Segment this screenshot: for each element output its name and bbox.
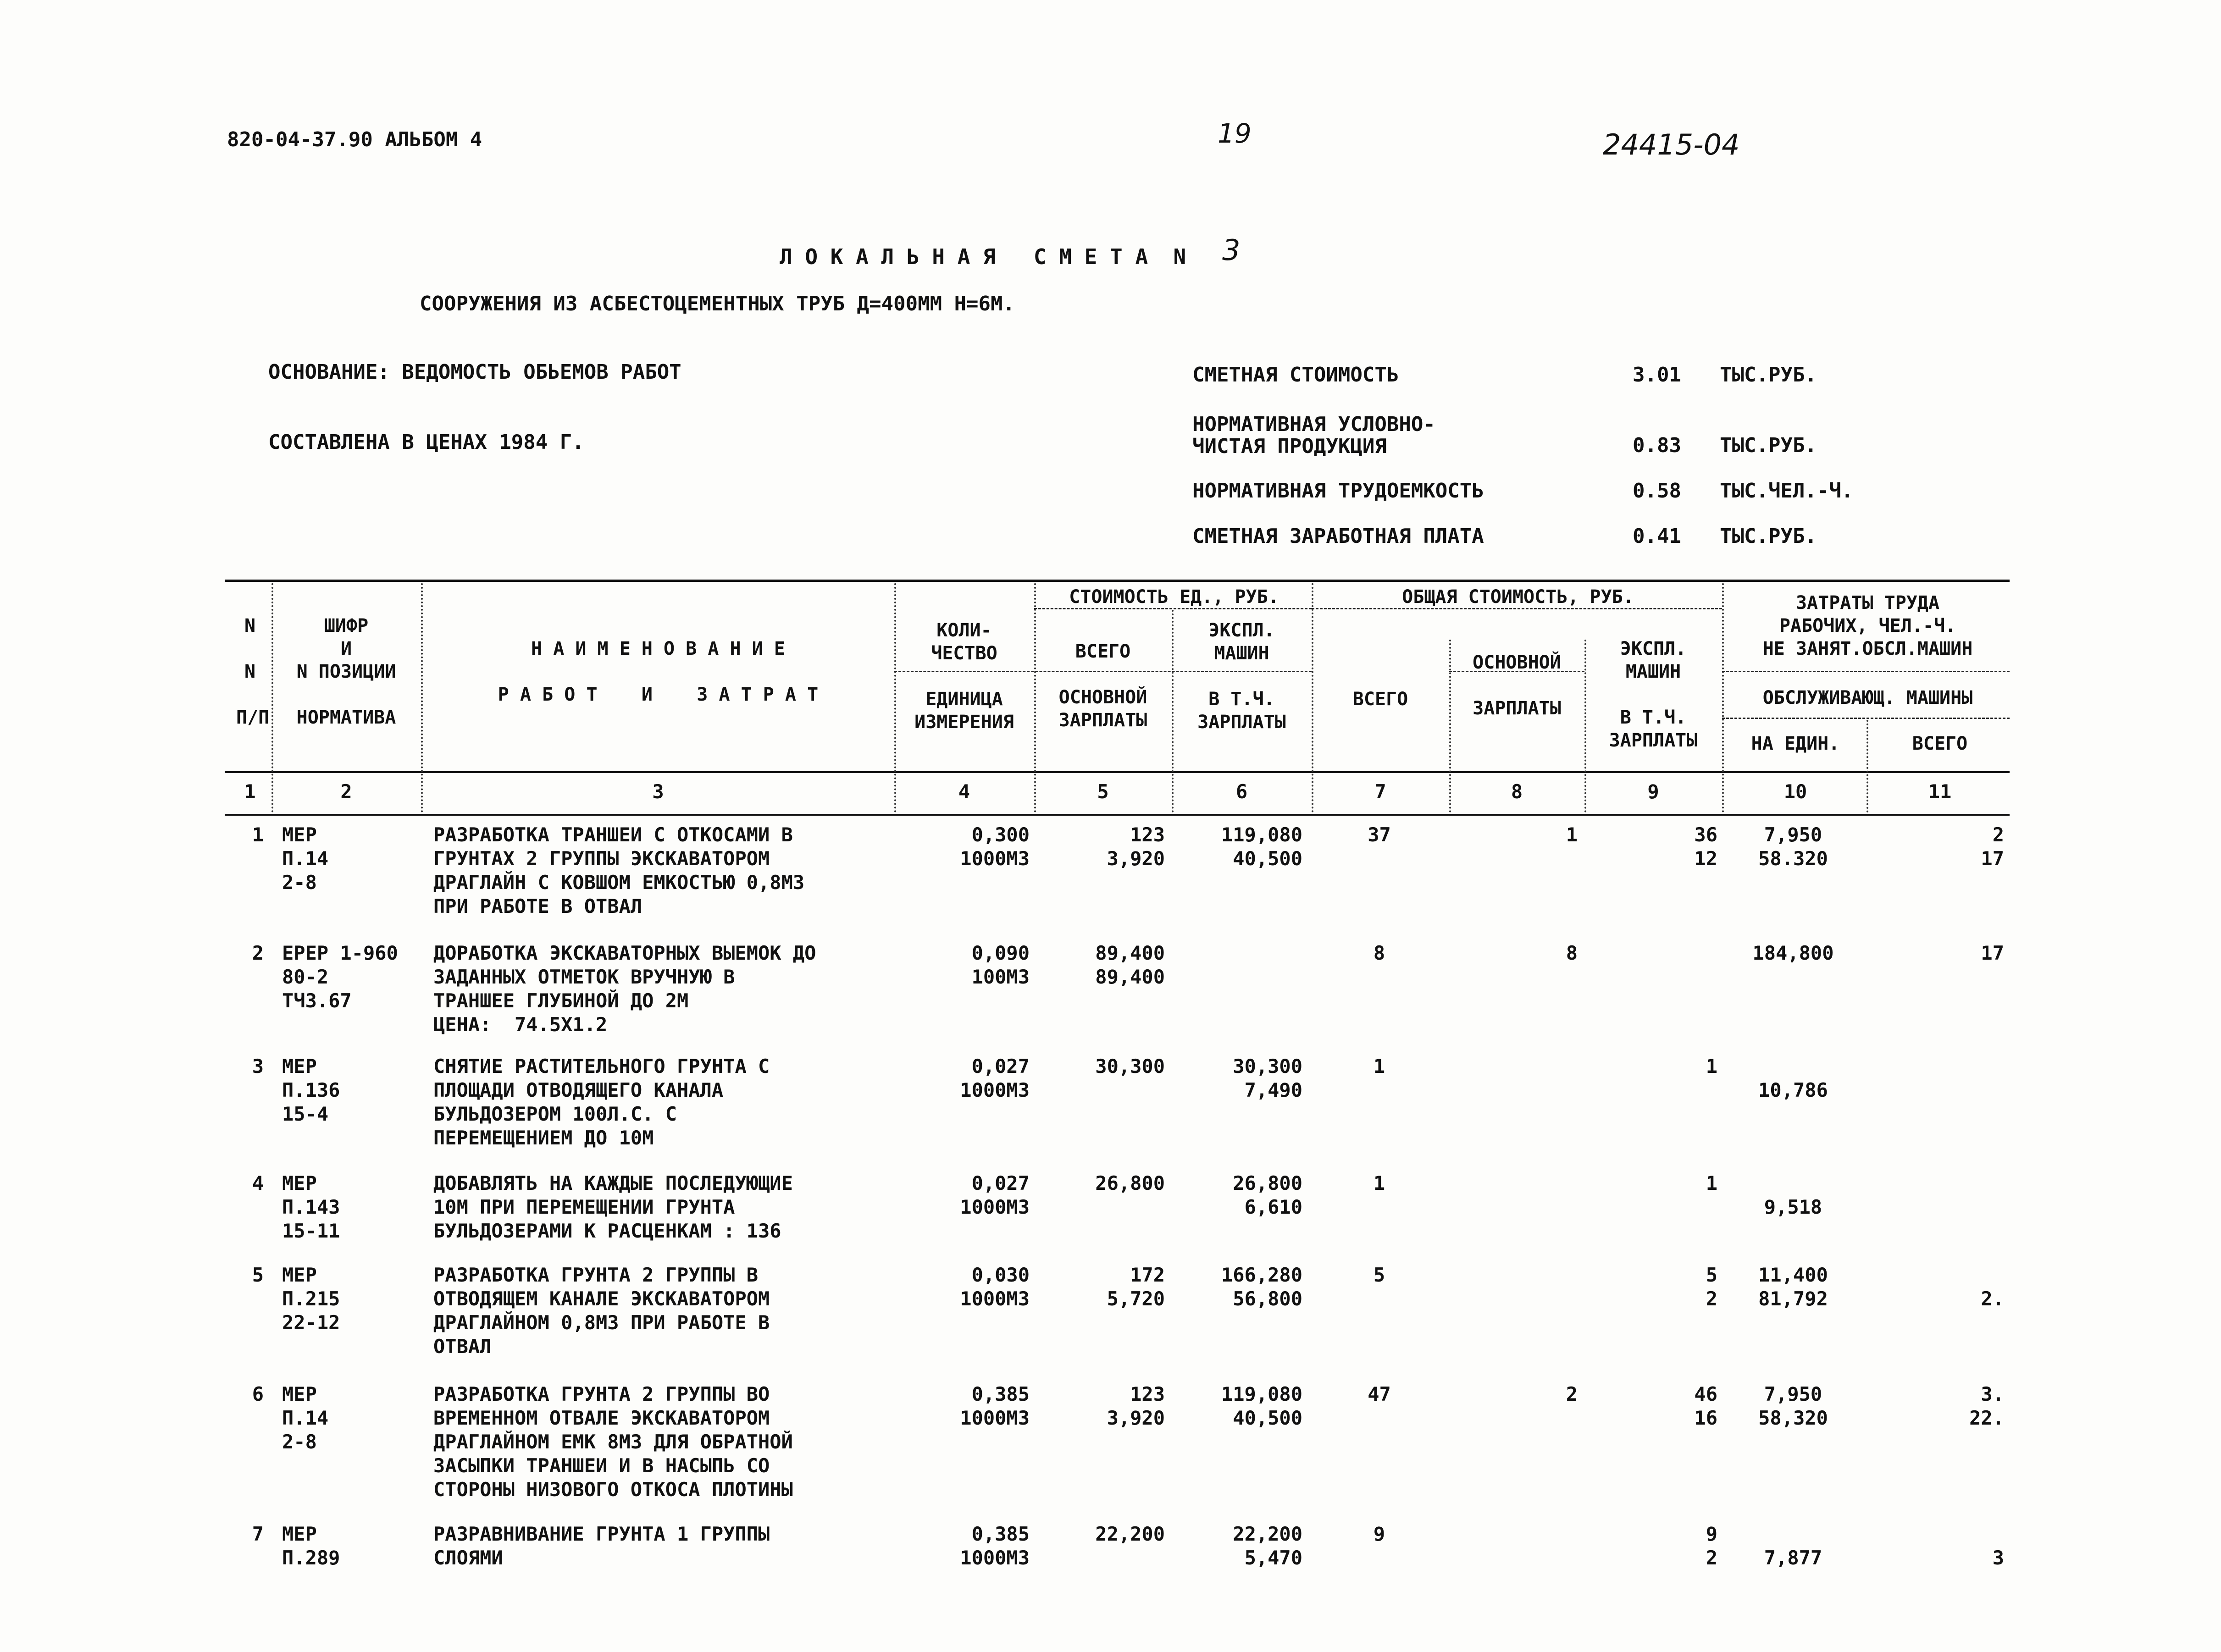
row-work-name: СНЯТИЕ РАСТИТЕЛЬНОГО ГРУНТА С ПЛОЩАДИ ОТВОДЯЩЕГО КАНАЛА БУЛЬДОЗЕРОМ 100Л.С. С ПЕРЕМЕЩЕНИЕМ ДО 10М bbox=[433, 1055, 770, 1149]
column-separator bbox=[1722, 583, 1724, 812]
column-number: 6 bbox=[1235, 780, 1248, 803]
basis-text: ОСНОВАНИЕ: ВЕДОМОСТЬ ОБЬЕМОВ РАБОТ bbox=[268, 360, 681, 384]
row-labor-total: 17 bbox=[1981, 942, 2004, 964]
column-separator bbox=[1312, 583, 1313, 812]
column-number: 11 bbox=[1928, 780, 1952, 803]
column-separator bbox=[271, 583, 273, 812]
row-number: 2 bbox=[252, 942, 264, 964]
column-number: 8 bbox=[1511, 780, 1523, 803]
row-work-name: РАЗРАБОТКА ГРУНТА 2 ГРУППЫ В ОТВОДЯЩЕМ КАНАЛЕ ЭКСКАВАТОРОМ ДРАГЛАЙНОМ 0,8М3 ПРИ РАБОТЕ В ОТВАЛ bbox=[433, 1264, 770, 1358]
row-number: 4 bbox=[252, 1172, 264, 1194]
row-work-name: ДОРАБОТКА ЭКСКАВАТОРНЫХ ВЫЕМОК ДО ЗАДАННЫХ ОТМЕТОК ВРУЧНУЮ В ТРАНШЕЕ ГЛУБИНОЙ ДО 2М ЦЕНА: 74.5Х1.2 bbox=[433, 942, 816, 1036]
column-number: 4 bbox=[958, 780, 970, 803]
summary-value: 0.83 bbox=[1633, 434, 1681, 457]
header-unit-machines: ЭКСПЛ. МАШИН В Т.Ч. ЗАРПЛАТЫ bbox=[1197, 620, 1286, 733]
header-total: ВСЕГО bbox=[1352, 689, 1408, 710]
row-unit-machines: 22,200 5,470 bbox=[1233, 1523, 1302, 1569]
row-machines: 5 2 bbox=[1706, 1264, 1717, 1310]
row-norm-code: МЕР П.215 22-12 bbox=[282, 1264, 340, 1334]
row-total: 5 bbox=[1373, 1264, 1385, 1286]
summary-label: СМЕТНАЯ ЗАРАБОТНАЯ ПЛАТА bbox=[1192, 525, 1484, 548]
column-separator bbox=[1867, 720, 1868, 812]
document-number: 24415-04 bbox=[1603, 128, 1740, 161]
header-bottom-rule bbox=[225, 771, 2010, 773]
column-number-rule bbox=[225, 814, 2010, 816]
header-rule bbox=[1722, 671, 2010, 672]
row-number: 6 bbox=[252, 1383, 264, 1405]
header-unit-total: ВСЕГО ОСНОВНОЙ ЗАРПЛАТЫ bbox=[1058, 641, 1147, 731]
row-machines: 1 bbox=[1706, 1055, 1717, 1077]
row-labor-unit: 11,400 81,792 bbox=[1758, 1264, 1828, 1310]
row-number: 3 bbox=[252, 1055, 264, 1077]
column-separator bbox=[894, 583, 896, 812]
column-number: 7 bbox=[1374, 780, 1386, 803]
header-total-cost-group: ОБЩАЯ СТОИМОСТЬ, РУБ. bbox=[1402, 586, 1634, 608]
row-base-salary: 1 bbox=[1566, 823, 1578, 846]
table-top-rule bbox=[225, 580, 2010, 582]
column-number: 10 bbox=[1783, 780, 1807, 803]
row-quantity: 0,385 1000М3 bbox=[960, 1383, 1030, 1429]
header-quantity: КОЛИ- ЧЕСТВО ЕДИНИЦА ИЗМЕРЕНИЯ bbox=[914, 620, 1014, 733]
row-unit-total: 123 3,920 bbox=[1107, 1383, 1165, 1429]
row-number: 5 bbox=[252, 1264, 264, 1286]
row-norm-code: ЕРЕР 1-960 80-2 ТЧ3.67 bbox=[282, 942, 398, 1012]
summary-value: 0.41 bbox=[1633, 525, 1681, 548]
row-labor-unit: 7,877 bbox=[1764, 1547, 1822, 1569]
estimate-subject: СООРУЖЕНИЯ ИЗ АСБЕСТОЦЕМЕНТНЫХ ТРУБ Д=400ММ Н=6М. bbox=[420, 292, 1015, 315]
column-number: 2 bbox=[340, 780, 352, 803]
estimate-heading: Л О К А Л Ь Н А Я С М Е Т А N bbox=[780, 244, 1186, 269]
row-quantity: 0,300 1000М3 bbox=[960, 823, 1030, 870]
summary-value: 0.58 bbox=[1633, 479, 1681, 503]
row-work-name: РАЗРАБОТКА ТРАНШЕИ С ОТКОСАМИ В ГРУНТАХ 2 ГРУППЫ ЭКСКАВАТОРОМ ДРАГЛАЙН С КОВШОМ ЕМКОСТЬЮ 0,8М3 ПРИ РАБОТЕ В ОТВАЛ bbox=[433, 823, 805, 917]
header-npp: N N П/П bbox=[236, 615, 270, 728]
header-labor-group: ЗАТРАТЫ ТРУДА РАБОЧИХ, ЧЕЛ.-Ч. НЕ ЗАНЯТ.ОБСЛ.МАШИН bbox=[1762, 592, 1973, 659]
row-number: 7 bbox=[252, 1523, 264, 1545]
row-total: 8 bbox=[1373, 942, 1385, 964]
row-unit-machines: 119,080 40,500 bbox=[1221, 823, 1302, 870]
document-code: 820-04-37.90 АЛЬБОМ 4 bbox=[227, 128, 482, 151]
row-work-name: РАЗРАБОТКА ГРУНТА 2 ГРУППЫ ВО ВРЕМЕННОМ ОТВАЛЕ ЭКСКАВАТОРОМ ДРАГЛАЙНОМ ЕМК 8М3 ДЛЯ ОБРАТНОЙ ЗАСЫПКИ ТРАНШЕИ И В НАСЫПЬ СО СТОРОНЫ НИЗОВОГО ОТКОСА ПЛОТИНЫ bbox=[433, 1383, 793, 1501]
row-total: 37 bbox=[1368, 823, 1391, 846]
summary-unit: ТЫС.ЧЕЛ.-Ч. bbox=[1720, 479, 1854, 503]
row-norm-code: МЕР П.136 15-4 bbox=[282, 1055, 340, 1125]
row-norm-code: МЕР П.143 15-11 bbox=[282, 1172, 340, 1242]
row-base-salary: 8 bbox=[1566, 942, 1578, 964]
row-norm-code: МЕР П.14 2-8 bbox=[282, 1383, 329, 1453]
row-machines: 9 2 bbox=[1706, 1523, 1717, 1569]
row-quantity: 0,385 1000М3 bbox=[960, 1523, 1030, 1569]
row-labor-unit: 9,518 bbox=[1764, 1196, 1822, 1218]
row-unit-total: 172 5,720 bbox=[1107, 1264, 1165, 1310]
column-separator bbox=[1034, 583, 1036, 812]
row-machines: 36 12 bbox=[1694, 823, 1717, 870]
row-unit-machines: 26,800 6,610 bbox=[1233, 1172, 1302, 1218]
header-labor-unit: НА ЕДИН. bbox=[1751, 733, 1840, 754]
column-number: 1 bbox=[244, 780, 256, 803]
page-number: 19 bbox=[1218, 118, 1252, 149]
row-labor-unit: 184,800 bbox=[1752, 942, 1834, 964]
row-base-salary: 2 bbox=[1566, 1383, 1578, 1405]
row-total: 9 bbox=[1373, 1523, 1385, 1545]
header-name: Н А И М Е Н О В А Н И Е Р А Б О Т И З А Т Р А Т bbox=[498, 638, 819, 705]
row-work-name: ДОБАВЛЯТЬ НА КАЖДЫЕ ПОСЛЕДУЮЩИЕ 10М ПРИ ПЕРЕМЕЩЕНИИ ГРУНТА БУЛЬДОЗЕРАМИ К РАСЦЕНКАМ : 136 bbox=[433, 1172, 793, 1242]
summary-unit: ТЫС.РУБ. bbox=[1720, 363, 1817, 387]
header-machines: ЭКСПЛ. МАШИН В Т.Ч. ЗАРПЛАТЫ bbox=[1609, 638, 1698, 751]
column-number: 5 bbox=[1097, 780, 1109, 803]
row-labor-total: 3. 22. bbox=[1969, 1383, 2004, 1429]
row-number: 1 bbox=[252, 823, 264, 846]
row-unit-machines: 30,300 7,490 bbox=[1233, 1055, 1302, 1101]
row-total: 1 bbox=[1373, 1055, 1385, 1077]
prices-text: СОСТАВЛЕНА В ЦЕНАХ 1984 Г. bbox=[268, 431, 584, 454]
row-quantity: 0,027 1000М3 bbox=[960, 1055, 1030, 1101]
row-labor-total: 2. bbox=[1981, 1287, 2004, 1310]
row-unit-total: 26,800 bbox=[1095, 1172, 1165, 1194]
header-labor-sub: ОБСЛУЖИВАЮЩ. МАШИНЫ bbox=[1762, 687, 1973, 708]
summary-unit: ТЫС.РУБ. bbox=[1720, 525, 1817, 548]
row-total: 47 bbox=[1368, 1383, 1391, 1405]
header-labor-total: ВСЕГО bbox=[1912, 733, 1968, 754]
header-base-salary: ОСНОВНОЙ ЗАРПЛАТЫ bbox=[1473, 652, 1561, 719]
column-separator bbox=[421, 583, 423, 812]
row-quantity: 0,090 100М3 bbox=[971, 942, 1030, 988]
row-unit-total: 123 3,920 bbox=[1107, 823, 1165, 870]
row-quantity: 0,027 1000М3 bbox=[960, 1172, 1030, 1218]
column-separator bbox=[1172, 610, 1174, 812]
row-labor-unit: 10,786 bbox=[1758, 1079, 1828, 1101]
column-separator bbox=[1584, 640, 1586, 812]
row-labor-unit: 7,950 58,320 bbox=[1758, 1383, 1828, 1429]
summary-label: НОРМАТИВНАЯ ТРУДОЕМКОСТЬ bbox=[1192, 479, 1484, 503]
row-machines: 46 16 bbox=[1694, 1383, 1717, 1429]
summary-label: СМЕТНАЯ СТОИМОСТЬ bbox=[1192, 363, 1399, 387]
row-work-name: РАЗРАВНИВАНИЕ ГРУНТА 1 ГРУППЫ СЛОЯМИ bbox=[433, 1523, 770, 1569]
summary-value: 3.01 bbox=[1633, 363, 1681, 387]
row-norm-code: МЕР П.289 bbox=[282, 1523, 340, 1569]
row-quantity: 0,030 1000М3 bbox=[960, 1264, 1030, 1310]
row-labor-total: 3 bbox=[1992, 1547, 2004, 1569]
column-number: 3 bbox=[652, 780, 664, 803]
row-total: 1 bbox=[1373, 1172, 1385, 1194]
column-number: 9 bbox=[1647, 780, 1659, 803]
row-norm-code: МЕР П.14 2-8 bbox=[282, 823, 329, 894]
row-labor-unit: 7,950 58.320 bbox=[1758, 823, 1828, 870]
row-unit-machines: 166,280 56,800 bbox=[1221, 1264, 1302, 1310]
estimate-number: 3 bbox=[1222, 233, 1241, 267]
column-separator bbox=[1449, 640, 1451, 812]
header-unit-cost-group: СТОИМОСТЬ ЕД., РУБ. bbox=[1069, 586, 1279, 608]
row-unit-total: 30,300 bbox=[1095, 1055, 1165, 1077]
header-rule bbox=[1722, 718, 2010, 719]
header-code: ШИФР И N ПОЗИЦИИ НОРМАТИВА bbox=[296, 615, 396, 728]
summary-unit: ТЫС.РУБ. bbox=[1720, 434, 1817, 457]
row-unit-total: 22,200 bbox=[1095, 1523, 1165, 1545]
row-unit-total: 89,400 89,400 bbox=[1095, 942, 1165, 988]
row-labor-total: 2 17 bbox=[1981, 823, 2004, 870]
row-machines: 1 bbox=[1706, 1172, 1717, 1194]
row-unit-machines: 119,080 40,500 bbox=[1221, 1383, 1302, 1429]
summary-label: НОРМАТИВНАЯ УСЛОВНО- ЧИСТАЯ ПРОДУКЦИЯ bbox=[1192, 413, 1435, 458]
